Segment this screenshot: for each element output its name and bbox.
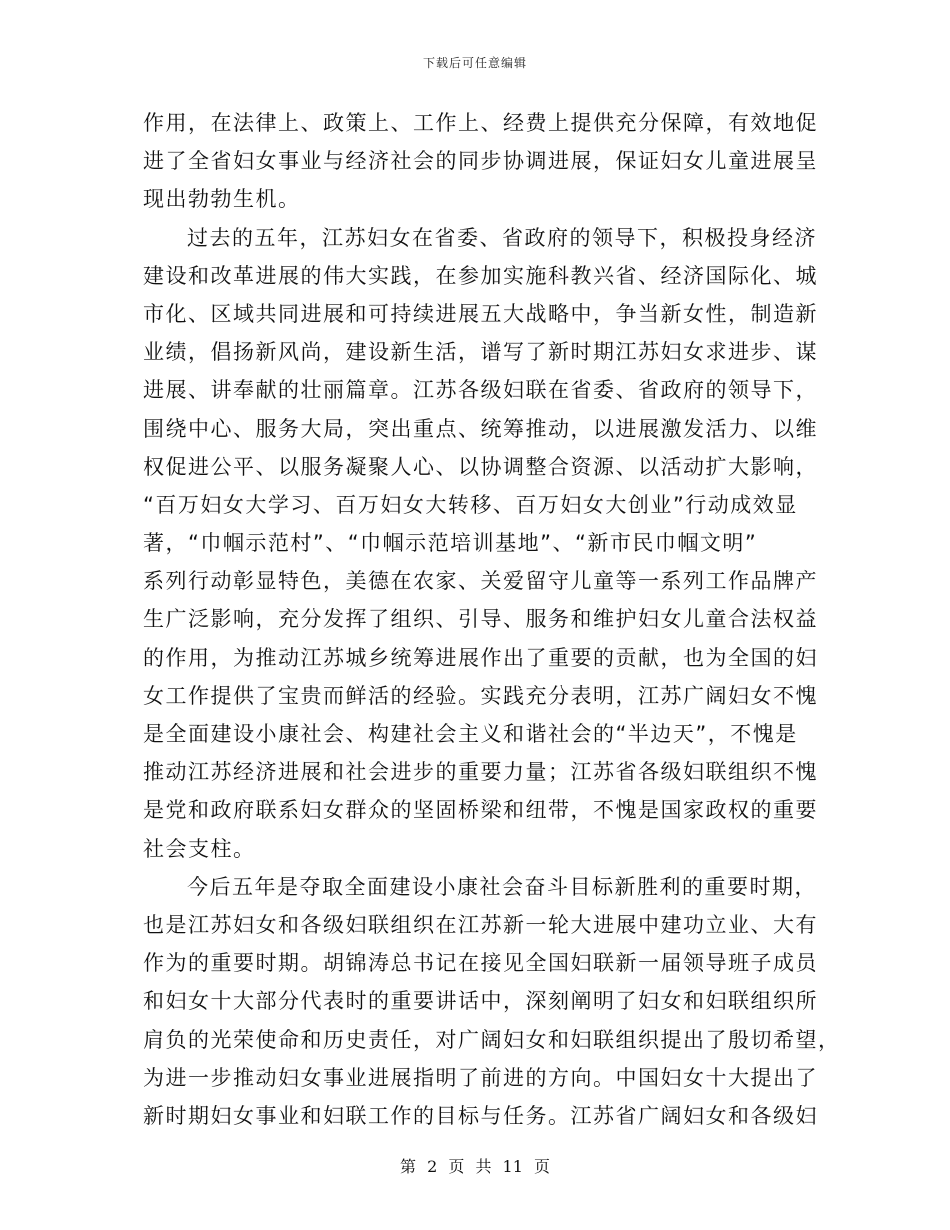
text-line: 著，“巾帼示范村”、“巾帼示范培训基地”、“新市民巾帼文明” bbox=[143, 531, 758, 556]
text-line: 现出勃勃生机。 bbox=[143, 187, 301, 212]
text-line: 推动江苏经济进展和社会进步的重要力量；江苏省各级妇联组织不愧 bbox=[143, 760, 818, 785]
text-line: 业绩，倡扬新风尚，建设新生活，谱写了新时期江苏妇女求进步、谋 bbox=[143, 340, 818, 365]
text-line: 建设和改革进展的伟大实践，在参加实施科教兴省、经济国际化、城 bbox=[143, 263, 818, 288]
document-body bbox=[143, 104, 841, 1135]
text-line: 也是江苏妇女和各级妇联组织在江苏新一轮大进展中建功立业、大有 bbox=[143, 912, 818, 937]
page-header: 下载后可任意编辑 bbox=[422, 56, 527, 70]
page-number-footer: 第 2 页 共 11 页 bbox=[400, 1157, 550, 1176]
text-line: 肩负的光荣使命和历史责任，对广阔妇女和妇联组织提出了殷切希望， bbox=[143, 1027, 841, 1052]
text-line: 是全面建设小康社会、构建社会主义和谐社会的“半边天”，不愧是 bbox=[143, 722, 798, 746]
text-line: 的作用，为推动江苏城乡统筹进展作出了重要的贡献，也为全国的妇 bbox=[143, 645, 818, 670]
text-line: 进展、讲奉献的壮丽篇章。江苏各级妇联在省委、省政府的领导下， bbox=[143, 378, 818, 403]
text-line: 生广泛影响，充分发挥了组织、引导、服务和维护妇女儿童合法权益 bbox=[143, 607, 818, 632]
text-line: 系列行动彰显特色，美德在农家、关爱留守儿童等一系列工作品牌产 bbox=[143, 569, 818, 594]
text-line: 和妇女十大部分代表时的重要讲话中，深刻阐明了妇女和妇联组织所 bbox=[143, 989, 818, 1014]
text-line: 权促进公平、以服务凝聚人心、以协调整合资源、以活动扩大影响， bbox=[143, 454, 818, 479]
text-line: 是党和政府联系妇女群众的坚固桥梁和纽带，不愧是国家政权的重要 bbox=[143, 798, 818, 823]
paragraph-start-line: 过去的五年，江苏妇女在省委、省政府的领导下，积极投身经济 bbox=[187, 225, 817, 250]
text-line: “百万妇女大学习、百万妇女大转移、百万妇女大创业”行动成效显 bbox=[143, 492, 798, 517]
text-line: 围绕中心、服务大局，突出重点、统筹推动，以进展激发活力、以维 bbox=[143, 416, 818, 441]
text-line: 市化、区域共同进展和可持续进展五大战略中，争当新女性，制造新 bbox=[143, 301, 818, 326]
paragraph-start-line: 今后五年是夺取全面建设小康社会奋斗目标新胜利的重要时期， bbox=[187, 874, 817, 899]
text-line: 为进一步推动妇女事业进展指明了前进的方向。中国妇女十大提出了 bbox=[143, 1065, 818, 1090]
text-line: 新时期妇女事业和妇联工作的目标与任务。江苏省广阔妇女和各级妇 bbox=[143, 1103, 818, 1128]
text-line: 进了全省妇女事业与经济社会的同步协调进展，保证妇女儿童进展呈 bbox=[143, 149, 818, 174]
text-line: 社会支柱。 bbox=[143, 836, 256, 861]
text-line: 作用，在法律上、政策上、工作上、经费上提供充分保障，有效地促 bbox=[143, 111, 818, 135]
text-line: 女工作提供了宝贵而鲜活的经验。实践充分表明，江苏广阔妇女不愧 bbox=[143, 683, 818, 708]
text-line: 作为的重要时期。胡锦涛总书记在接见全国妇联新一届领导班子成员 bbox=[143, 951, 818, 976]
